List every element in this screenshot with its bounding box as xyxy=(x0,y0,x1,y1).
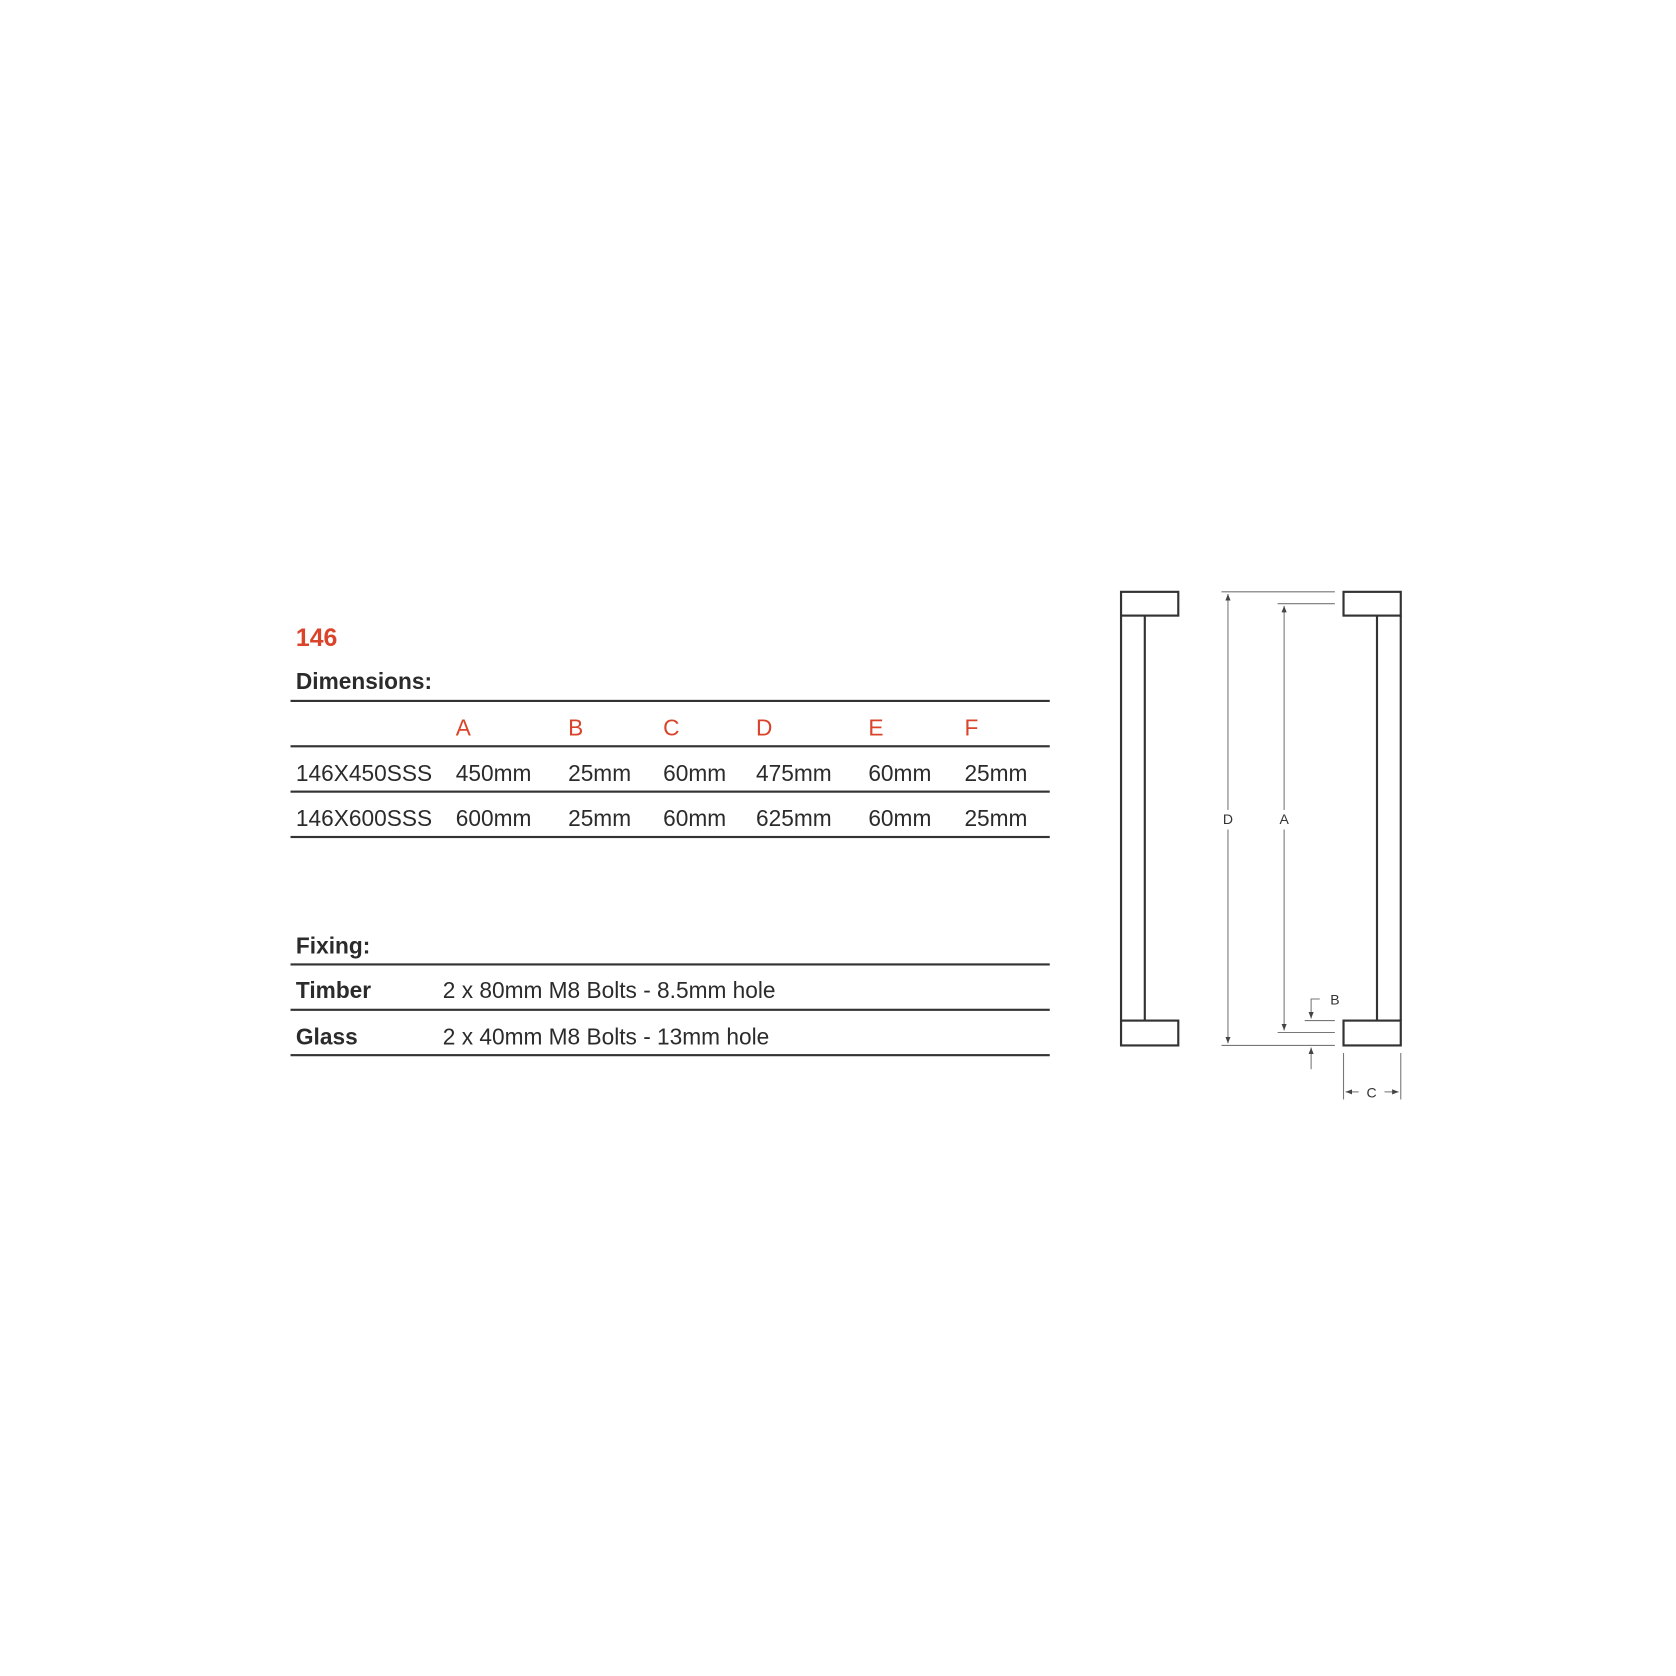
dimension-label-c: C xyxy=(1366,1084,1377,1101)
value-cell: 60mm xyxy=(663,806,727,832)
column-header-a: A xyxy=(455,716,471,741)
dimension-lines xyxy=(1221,592,1400,1100)
value-cell: 60mm xyxy=(868,761,932,787)
dimensions-title: Dimensions: xyxy=(295,669,433,695)
column-header-e: E xyxy=(868,716,884,741)
column-header-d: D xyxy=(756,716,773,741)
value-cell: 450mm xyxy=(455,761,532,787)
value-cell: 625mm xyxy=(756,806,832,832)
dimension-label-a: A xyxy=(1279,811,1289,828)
column-header-b: B xyxy=(568,716,584,741)
handle-left-view xyxy=(1121,592,1178,1046)
fixing-label: Glass xyxy=(295,1024,358,1050)
value-cell: 60mm xyxy=(663,761,727,787)
model-cell: 146X600SSS xyxy=(295,806,433,832)
dimension-label-d: D xyxy=(1222,811,1234,828)
fixing-title: Fixing: xyxy=(295,934,371,960)
fixing-label: Timber xyxy=(295,978,372,1004)
product-code: 146 xyxy=(295,623,338,652)
value-cell: 60mm xyxy=(868,806,932,832)
dimension-label-b: B xyxy=(1330,991,1340,1008)
fixing-value: 2 x 40mm M8 Bolts - 13mm hole xyxy=(442,1024,770,1050)
fixing-value: 2 x 80mm M8 Bolts - 8.5mm hole xyxy=(442,978,776,1004)
model-cell: 146X450SSS xyxy=(295,761,433,787)
value-cell: 475mm xyxy=(756,761,832,787)
column-header-c: C xyxy=(663,716,680,741)
value-cell: 25mm xyxy=(964,761,1028,787)
column-header-f: F xyxy=(964,716,979,741)
handle-right-view xyxy=(1344,592,1401,1046)
value-cell: 600mm xyxy=(455,806,532,832)
value-cell: 25mm xyxy=(964,806,1028,832)
value-cell: 25mm xyxy=(568,806,632,832)
value-cell: 25mm xyxy=(568,761,632,787)
